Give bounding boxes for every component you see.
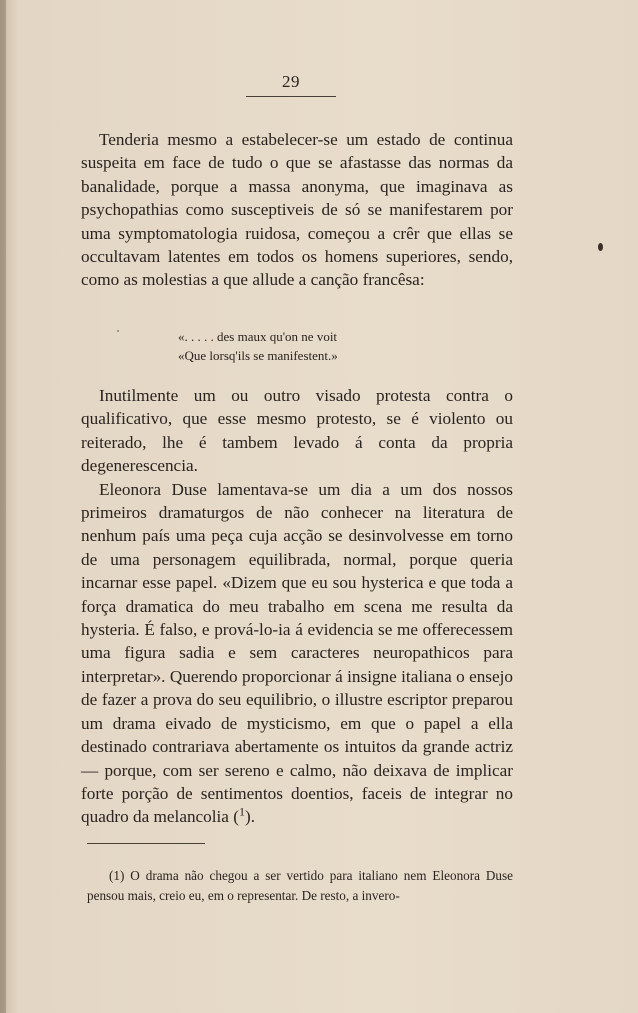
body-text-top	[81, 128, 513, 292]
ink-speck	[598, 243, 603, 251]
page-number-rule	[246, 96, 336, 97]
french-song-quote	[178, 327, 338, 365]
paragraph-duse-text: Eleonora Duse lamentava-se um dia a um dos nossos primeiros dramaturgos de não conhecer na literatura de nenhum país uma peça cuja acção se desinvolvesse em torno de uma personagem equilibrada, normal, porque queria incarnar esse papel. «Dizem que eu sou hysterica e que toda a força dramatica do meu trabalho em scena me resulta da hysteria. É falso, e prová-lo-ia á evidencia se me offerecessem uma figura sadia e sem caracteres neuropathicos para interpretar». Querendo proporcionar á insigne italiana o ensejo de fazer a prova do seu equilibrio, o illustre escriptor preparou um drama eivado de mysticismo, em que o papel a ella destinado contrariava abertamente os intuitos da grande actriz — porque, com ser sereno e calmo, não deixava de implicar forte porção de sentimentos doentios, faceis de integrar no quadro da melancolia (	[81, 479, 513, 827]
body-text-bottom	[81, 384, 513, 829]
footnote-text: O drama não chegou a ser vertido para italiano nem Eleonora Duse pensou mais, creio eu, em o representar. De resto, a invero-	[87, 868, 514, 903]
quote-line-2: «Que lorsq'ils se manifestent.»	[178, 348, 338, 363]
footnote-separator	[87, 843, 205, 844]
footnote-paragraph	[87, 866, 513, 906]
paragraph-suspicion: Tenderia mesmo a estabelecer-se um estado de continua suspeita em face de tudo o que se afastasse das normas da banalidade, porque a massa anonyma, que imaginava as psychopathias como susceptiveis de só se manifestarem por uma symptomatologia ruidosa, começou a crêr que ellas se occultavam latentes em todos os homens superiores, sendo, como as molestias a que allude a canção francêsa:	[81, 130, 513, 290]
footnote-marker: (1)	[109, 868, 125, 883]
paragraph-protest: Inutilmente um ou outro visado protesta contra o qualificativo, que esse mesmo protesto, se é violento ou reiterado, lhe é tambem levado á conta da propria degenerescencia.	[81, 386, 513, 476]
paragraph-duse-end: ).	[244, 807, 256, 827]
paragraph-duse	[81, 478, 513, 829]
quote-line-1: «. . . . . des maux qu'on ne voit	[178, 329, 338, 344]
page-number: 29	[282, 72, 300, 91]
page-gutter-shadow	[0, 0, 6, 1013]
footnote	[87, 866, 513, 906]
footnote-reference[interactable]: 1	[238, 804, 245, 819]
ink-speck-small	[117, 330, 119, 332]
